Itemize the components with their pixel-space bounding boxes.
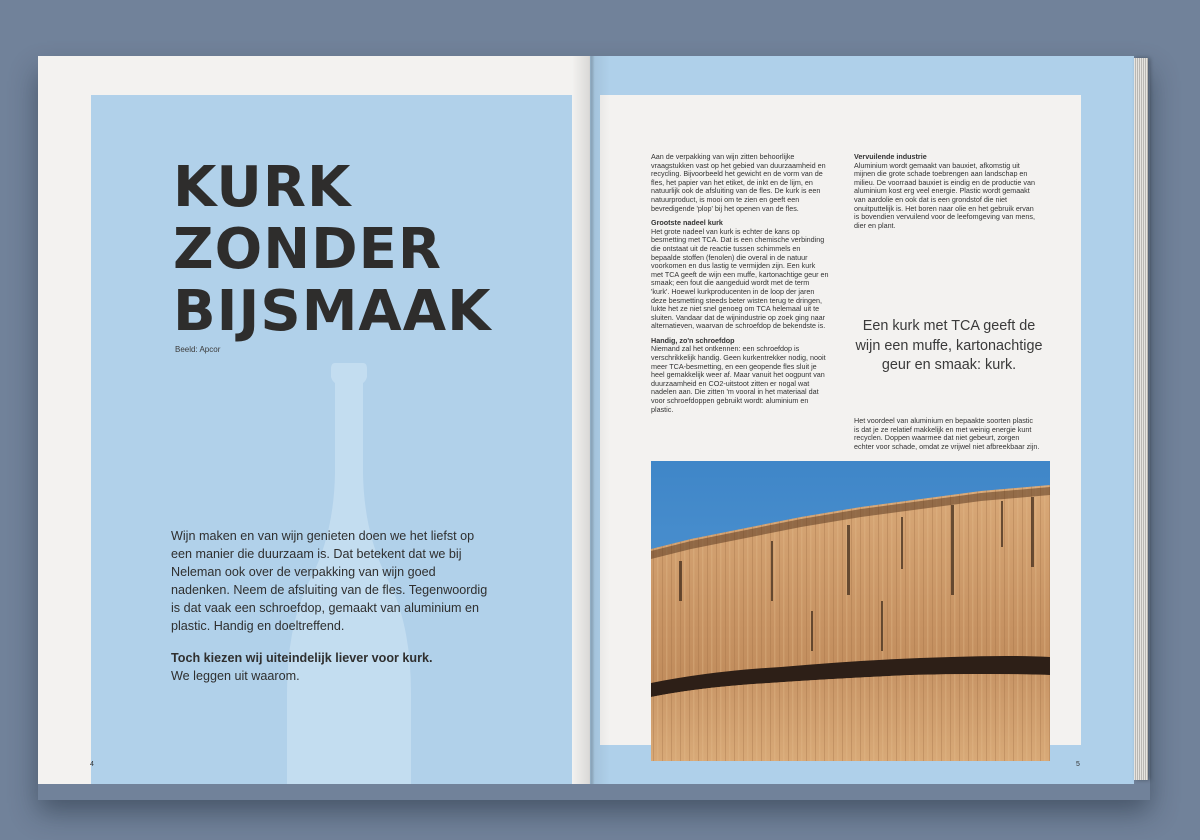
intro-conclusion (171, 649, 491, 685)
text-column-1 (651, 153, 829, 420)
left-page (38, 56, 590, 784)
intro-paragraph: Wijn maken en van wijn genieten doen we het liefst op een manier die duurzaam is. Dat betekent dat we bij Neleman ook over de verpakking van wijn goed nadenken. Neem de afsluiting van de fles. Tegenwoordig is dat vaak een schroefdop, gemaakt van aluminium en plastic. Handig en doeltreffend. (171, 529, 488, 633)
intro-end-line: We leggen uit waarom. (171, 669, 300, 683)
title-line: BIJSMAAK (173, 279, 492, 344)
text-column-2 (854, 153, 1040, 236)
left-blue-panel (91, 95, 572, 784)
paragraph: Het grote nadeel van kurk is echter de kans op besmetting met TCA. Dat is een chemische verbinding die ontstaat uit de reactie tussen schimmels en bepaalde stoffen (fenolen) die overal in de natuur voorkomen en dus lastig te vermijden zijn. Een kurk met TCA geeft de wijn een muffe, kartonachtige geur en smaak; een fout die aangeduid wordt met de term 'kurk'. Hoewel kurkproducenten in de loop der jaren deze besmetting steeds beter wisten terug te dringen, lukte het ze niet snel genoeg om TCA helemaal uit te sluiten. Vandaar dat de wijnindustrie op zoek ging naar alternatieven, waarvan de schroefdop de bekendste is. (651, 226, 829, 331)
intro-bold-line: Toch kiezen wij uiteindelijk liever voor kurk. (171, 651, 433, 665)
image-credit: Beeld: Apcor (175, 345, 221, 354)
cork-bark-photo (651, 461, 1050, 761)
paragraph: Aluminium wordt gemaakt van bauxiet, afkomstig uit mijnen die grote schade toebrengen aan landschap en milieu. De voorraad bauxiet is eindig en de productie van aluminium kost erg veel energie. Plastic wordt gemaakt van aardolie en ook dat is een grondstof die niet onuitputtelijk is. Het boren naar olie en het gebruik ervan is bovendien vervuilend voor de leefomgeving van mens, dier en plant. (854, 160, 1035, 230)
pull-quote: Een kurk met TCA geeft de wijn een muffe, kartonachtige geur en smaak: kurk. (855, 318, 1043, 373)
paragraph: Niemand zal het ontkennen: een schroefdop is verschrikkelijk handig. Geen kurkentrekker nodig, nooit meer TCA-besmetting, en een geopende fles sluit je heel gemakkelijk weer af. Maar vanuit het oogpunt van duurzaamheid en CO2-uitstoot zitten er nogal wat nadelen aan. Die zitten 'm vooral in het materiaal dat voor schroefdoppen gebruikt wordt: aluminium en plastic. (651, 344, 826, 414)
paragraph: Aan de verpakking van wijn zitten behoorlijke vraagstukken vast op het gebied van duurzaamheid en recycling. Bijvoorbeeld het gewicht en de vorm van de fles, het papier van het etiket, de inkt en de lijm, en natuurlijk ook de afsluiting van de fles. De kurk is een natuurproduct, is mooi om te zien en geeft een bevredigende 'plop' bij het openen van de fles. (651, 152, 826, 213)
page-title (173, 157, 492, 343)
subheading: Grootste nadeel kurk (651, 218, 723, 228)
paragraph: Het voordeel van aluminium en bepaakte soorten plastic is dat je ze relatief makkelijk en met weinig energie kunt recyclen. Doppen waarmee dat niet gebeurt, zorgen echter voor schade, omdat ze vrijwel niet afbreekbaar zijn. (854, 416, 1040, 451)
subheading: Vervuilende industrie (854, 152, 927, 161)
text-column-2-continued (854, 417, 1040, 457)
page-number-left: 4 (90, 761, 94, 768)
page-number-right: 5 (1076, 761, 1080, 768)
right-page (590, 56, 1134, 784)
book-gutter (572, 56, 610, 784)
title-line: ZONDER (173, 217, 442, 282)
subheading: Handig, zo'n schroefdop (651, 335, 735, 345)
right-paper-panel (600, 95, 1081, 745)
page-edges (1134, 58, 1148, 780)
title-line: KURK (173, 155, 352, 220)
